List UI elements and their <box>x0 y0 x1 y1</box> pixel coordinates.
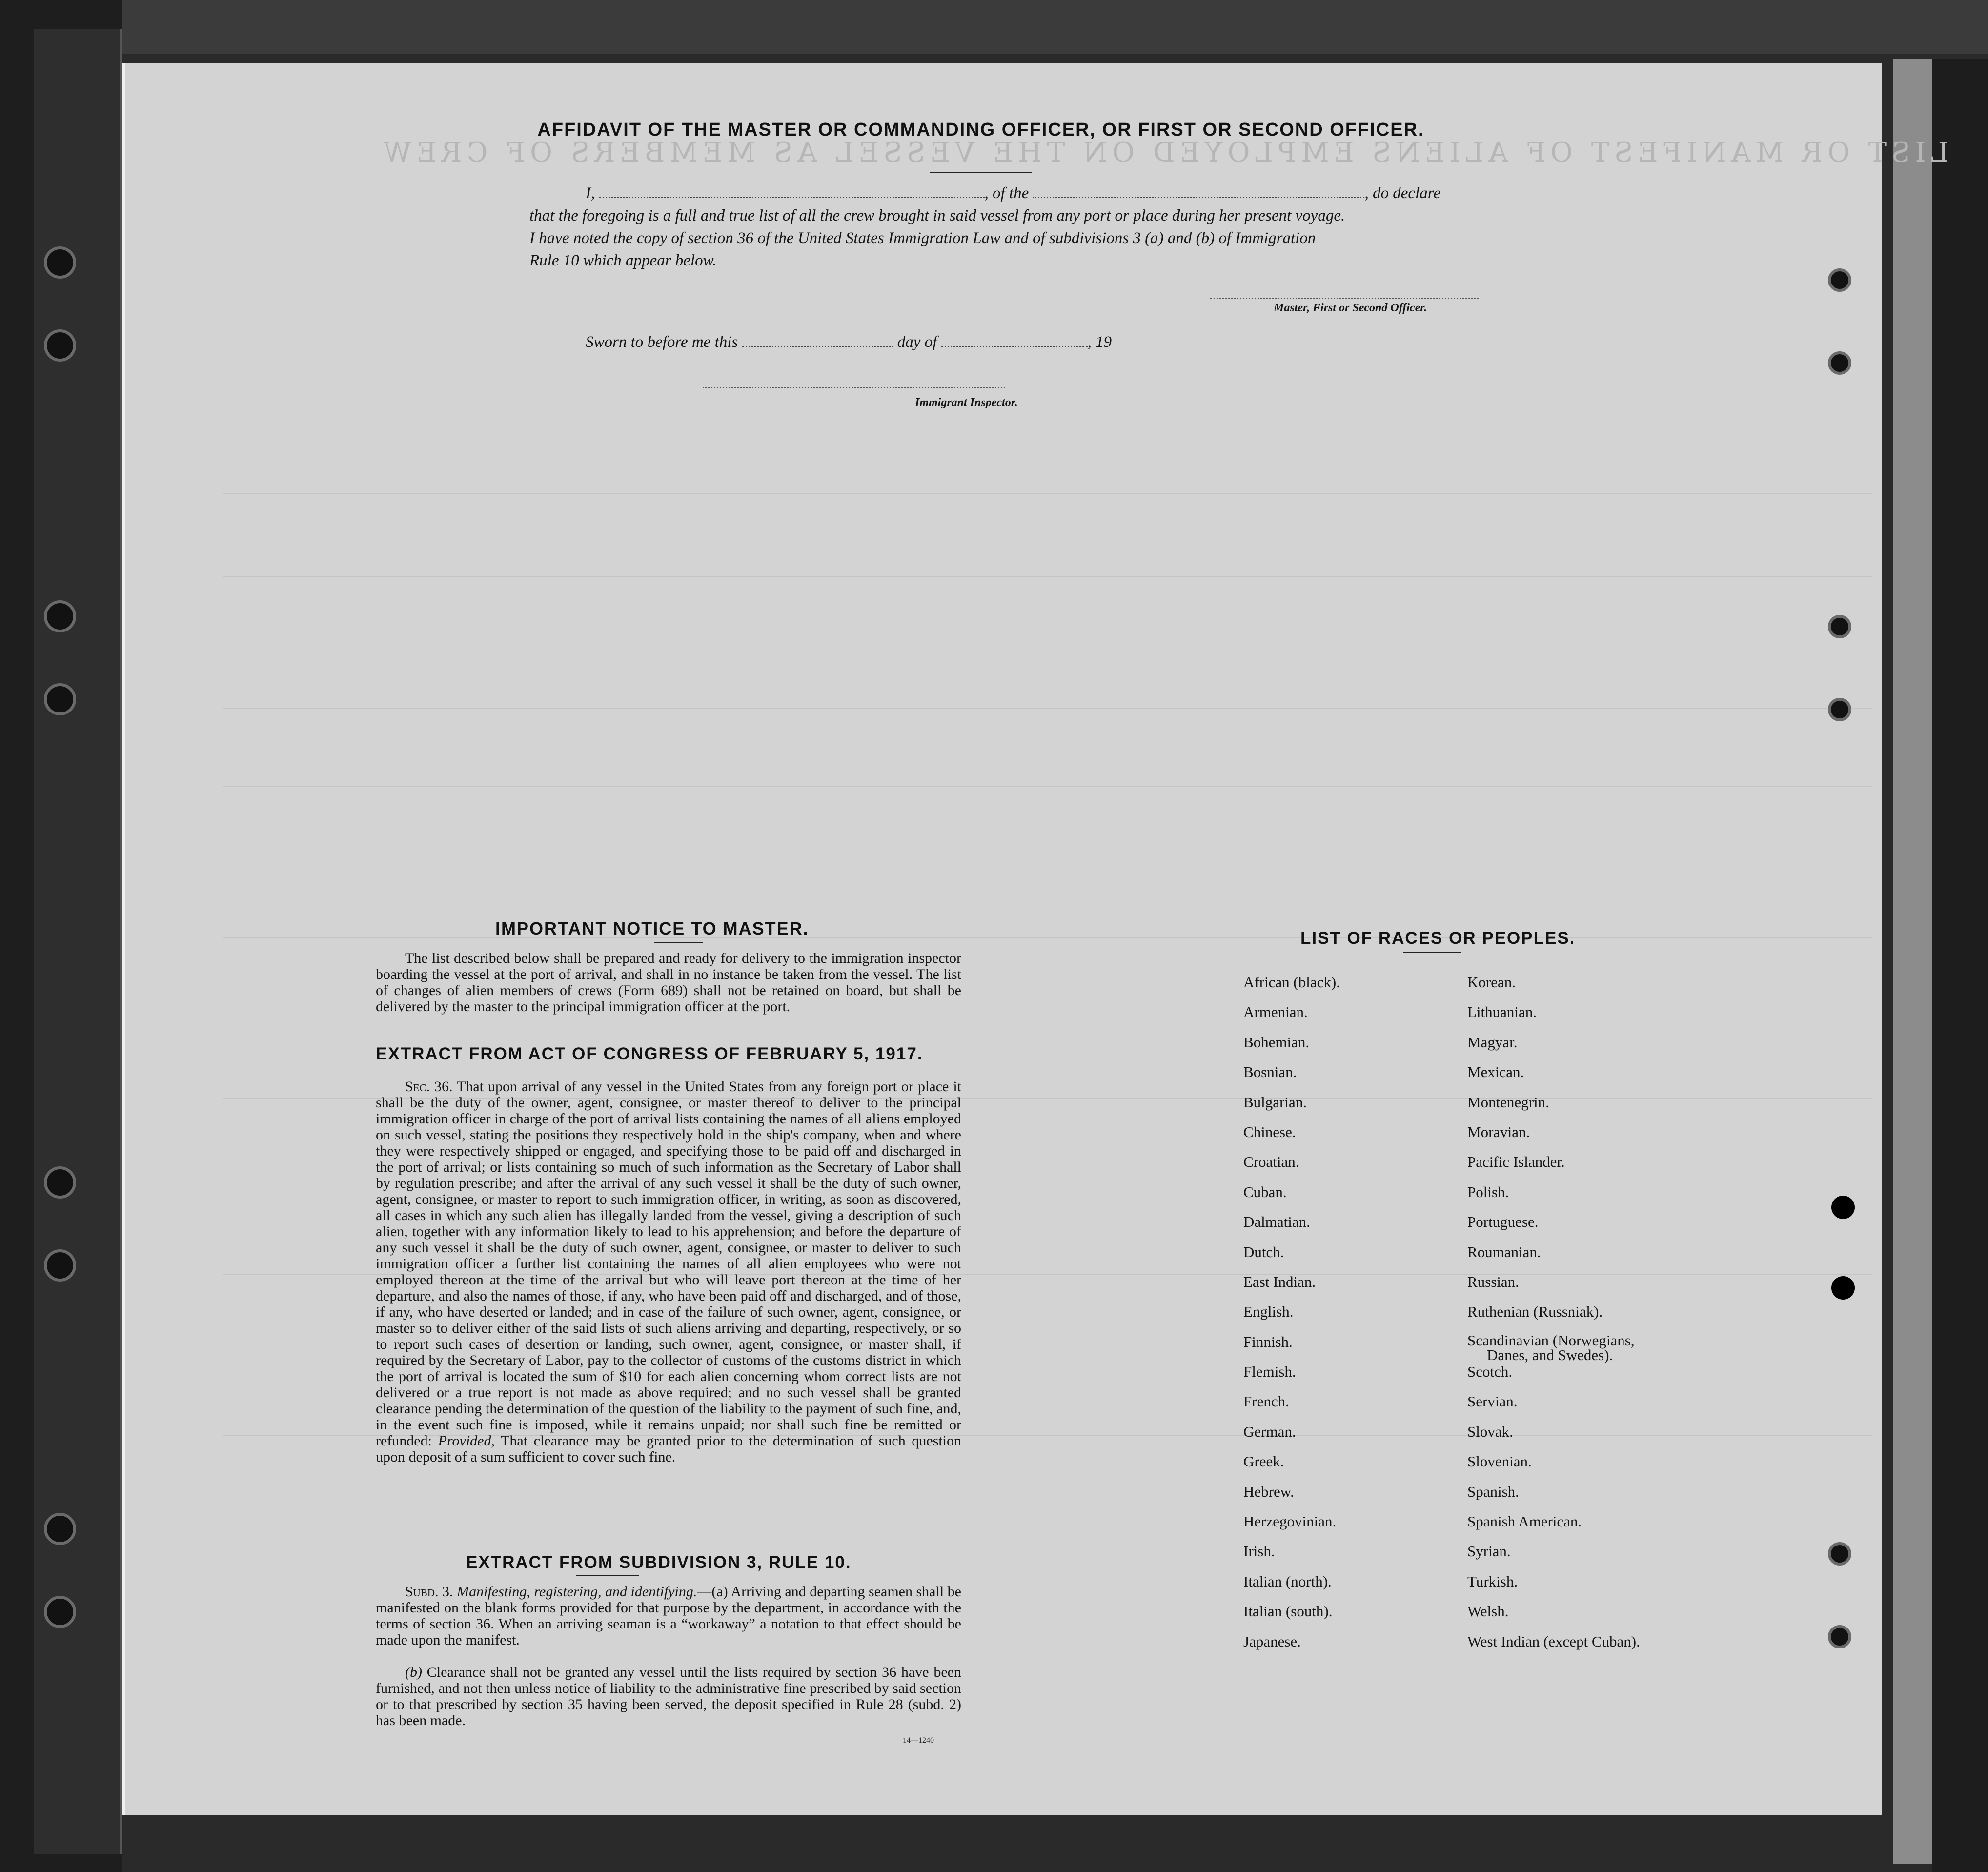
form-number: 14—1240 <box>903 1736 934 1745</box>
race-item: East Indian. <box>1243 1273 1316 1290</box>
bleed-through-title: LIST OR MANIFEST OF ALIENS EMPLOYED ON THE VESSEL AS MEMBERS OF CREW <box>379 137 1949 168</box>
section-label: Sec. 36. <box>405 1078 453 1095</box>
binder-hole <box>44 329 76 362</box>
punch-hole <box>1828 615 1851 638</box>
race-item: Spanish. <box>1467 1483 1519 1500</box>
race-item: Montenegrin. <box>1467 1093 1549 1111</box>
race-item: Russian. <box>1467 1273 1519 1290</box>
race-item: Dutch. <box>1243 1243 1284 1261</box>
punch-hole <box>1828 1542 1851 1566</box>
master-signature-field[interactable] <box>1210 297 1479 299</box>
race-item: Pacific Islander. <box>1467 1153 1565 1171</box>
race-item: Portuguese. <box>1467 1213 1539 1231</box>
race-item: Chinese. <box>1243 1123 1296 1140</box>
race-item: Bulgarian. <box>1243 1093 1307 1111</box>
notice-title: IMPORTANT NOTICE TO MASTER. <box>495 918 809 938</box>
race-item: Hebrew. <box>1243 1483 1294 1500</box>
sworn-month-field[interactable] <box>941 334 1088 347</box>
subd-label: Subd. 3. <box>405 1584 453 1600</box>
bleed-through-rule <box>223 708 1872 709</box>
race-item: Slovak. <box>1467 1423 1513 1440</box>
act-extract-title: EXTRACT FROM ACT OF CONGRESS OF FEBRUARY 5, 1917. <box>376 1044 923 1063</box>
subd-b-label: (b) <box>405 1664 422 1680</box>
affidavit-do-declare: , do declare <box>1364 184 1440 202</box>
inspector-signature-field[interactable] <box>703 386 1005 388</box>
affidavit-line-2: that the foregoing is a full and true list of all the crew brought in said vessel from any port or place during her present voyage. <box>529 207 1345 224</box>
race-item: Italian (north). <box>1243 1572 1332 1590</box>
proviso-word: Provided, <box>438 1433 495 1449</box>
race-item: Roumanian. <box>1467 1243 1541 1261</box>
race-item: Korean. <box>1467 974 1516 991</box>
race-item: Bohemian. <box>1243 1033 1310 1051</box>
races-title: LIST OF RACES OR PEOPLES. <box>1300 929 1576 948</box>
race-item-label-continued: Danes, and Swedes). <box>1487 1346 1613 1363</box>
race-item: Magyar. <box>1467 1033 1518 1051</box>
races-title-rule <box>1403 952 1461 953</box>
affidavit-of-the: , of the <box>984 184 1029 202</box>
race-item: English. <box>1243 1303 1294 1321</box>
bleed-through-rule <box>223 493 1872 494</box>
race-item: Slovenian. <box>1467 1453 1532 1470</box>
race-item: West Indian (except Cuban). <box>1467 1632 1640 1650</box>
race-item: Croatian. <box>1243 1153 1299 1171</box>
act-extract-text <box>376 1078 961 1465</box>
race-item: Flemish. <box>1243 1363 1296 1381</box>
binder-hole <box>44 1166 76 1199</box>
rule-extract-title: EXTRACT FROM SUBDIVISION 3, RULE 10. <box>466 1553 852 1572</box>
race-item: Lithuanian. <box>1467 1003 1537 1021</box>
punch-hole <box>1828 698 1851 721</box>
master-signature-caption: Master, First or Second Officer. <box>1274 302 1427 314</box>
bleed-through-rule <box>223 937 1872 938</box>
race-item: German. <box>1243 1423 1296 1440</box>
race-item: French. <box>1243 1393 1289 1410</box>
inspector-caption: Immigrant Inspector. <box>915 396 1018 409</box>
race-item: Bosnian. <box>1243 1063 1297 1081</box>
section-36-text: That upon arrival of any vessel in the United States from any foreign port or place it shall be the duty of the owner, agent, consignee, or master thereof to deliver to the principal immigration officer in charge of the port of arrival lists containing the names of all aliens employed on such vessel, stating the positions they respectively hold in the ship's company, when and where they were respectively shipped or engaged, and specifying those to be paid off and discharged in the port of arrival; or lists containing so much of such information as the Secretary of Labor shall by regulation prescribe; and after the arrival of any such vessel it shall be the duty of such owner, agent, consignee, or master to report to such immigration officer, in writing, as soon as discovered, all cases in which any such alien has illegally landed from the vessel, giving a description of such alien, together with any information likely to lead to his apprehension; and before the departure of any such vessel it shall be the duty of such owner, agent, consignee, or master to deliver to such immigration officer a further list containing the names of all alien employees who were not employed thereon at the time of the arrival but who will leave port thereon at the time of her departure, and also the names of those, if any, who have been paid off and discharged, and of those, if any, who have deserted or landed; and in case of the failure of such owner, agent, consignee, or master so to deliver either of the said lists of such aliens arriving and departing, respectively, or so to report such cases of desertion or landing, such owner, agent, consignee, or master shall, if required by the Secretary of Labor, pay to the collector of customs of the customs district in which the port of arrival is located the sum of $10 for each alien concerning whom correct lists are not delivered or a true report is not made as above required; and no such vessel shall be granted clearance pending the determination of the question of the liability to the payment of such fine, and, in the event such fine is imposed, while it remains unpaid; nor shall such fine be remitted or refunded: <box>376 1078 961 1449</box>
punch-hole <box>1828 351 1851 375</box>
races-left-column <box>1243 974 1340 1663</box>
affidavit-line-4: Rule 10 which appear below. <box>529 252 717 269</box>
rule-extract-text <box>376 1584 961 1648</box>
race-item: Turkish. <box>1467 1572 1518 1590</box>
race-item: Syrian. <box>1467 1543 1511 1560</box>
sworn-day-field[interactable] <box>742 334 893 347</box>
race-item: Herzegovinian. <box>1243 1513 1337 1530</box>
bleed-through-rule <box>223 576 1872 577</box>
title-rule <box>930 172 1032 173</box>
binder-hole <box>44 1596 76 1628</box>
race-item: Armenian. <box>1243 1003 1308 1021</box>
affidavit-declaration-line <box>586 184 1440 203</box>
race-item: Moravian. <box>1467 1123 1530 1140</box>
punch-hole <box>1831 1276 1855 1300</box>
sworn-text: Sworn to before me this <box>586 333 738 351</box>
race-item: Polish. <box>1467 1183 1509 1201</box>
race-item: Greek. <box>1243 1453 1284 1470</box>
subd-para-a: —(a) Arriving and departing seamen shall be manifested on the blank forms provided for that purpose by the department, in accordance with the terms of section 36. When an arriving seaman is a “workaway” a notation to that effect should be made upon the manifest. <box>376 1584 961 1648</box>
vessel-name-field[interactable] <box>1033 185 1364 198</box>
binder-hole <box>44 1249 76 1282</box>
rule-title-rule <box>576 1575 639 1576</box>
bleed-through-rule <box>223 786 1872 787</box>
race-item: Cuban. <box>1243 1183 1287 1201</box>
binder-hole <box>44 1513 76 1545</box>
binder-hole <box>44 683 76 715</box>
notice-title-rule <box>654 942 703 943</box>
punch-hole <box>1828 1625 1851 1648</box>
affidavit-line-3: I have noted the copy of section 36 of the United States Immigration Law and of subdivisions 3 (a) and (b) of Immigration <box>529 229 1316 247</box>
subd-heading: Manifesting, registering, and identifying. <box>457 1584 697 1600</box>
race-item: Japanese. <box>1243 1632 1301 1650</box>
race-item-label: Scandinavian (Norwegians, <box>1467 1331 1635 1349</box>
race-item: Spanish American. <box>1467 1513 1582 1530</box>
subd-para-b: Clearance shall not be granted any vessel until the lists required by section 36 have been furnished, and not then unless notice of liability to the administrative fine prescribed by said section or to that prescribed by section 35 having been served, the deposit specified in Rule 28 (subd. 2) has been made. <box>376 1664 961 1729</box>
sworn-year-prefix: , 19 <box>1087 333 1112 351</box>
affidavit-title: AFFIDAVIT OF THE MASTER OR COMMANDING OFFICER, OR FIRST OR SECOND OFFICER. <box>537 120 1424 140</box>
notice-text: The list described below shall be prepared and ready for delivery to the immigration inspector boarding the vessel at the port of arrival, and shall in no instance be taken from the vessel. The list of changes of alien members of crews (Form 689) shall not be retained on board, but shall be delivered by the master to the principal immigration officer at the port. <box>376 950 961 1015</box>
race-item <box>1467 1333 1697 1363</box>
binder-hole <box>44 600 76 632</box>
scan-frame-top <box>0 0 1988 54</box>
race-item: Finnish. <box>1243 1333 1293 1350</box>
race-item: Scotch. <box>1467 1363 1513 1381</box>
section-36-text-end: That clearance may be granted prior to the determination of such question upon deposit of a sum sufficient to cover such fine. <box>376 1433 962 1465</box>
race-item: Mexican. <box>1467 1063 1524 1081</box>
rule-extract-text-b <box>376 1664 961 1729</box>
race-item: Servian. <box>1467 1393 1518 1410</box>
race-item: Irish. <box>1243 1543 1275 1560</box>
race-item: Dalmatian. <box>1243 1213 1310 1231</box>
scan-frame-right <box>1932 59 1988 1872</box>
race-item: Italian (south). <box>1243 1603 1333 1620</box>
sworn-line <box>586 333 1112 351</box>
sworn-day-of: day of <box>897 333 937 351</box>
punch-hole <box>1831 1196 1855 1219</box>
race-item: Welsh. <box>1467 1603 1509 1620</box>
binder-strip <box>34 29 122 1854</box>
race-item: Ruthenian (Russniak). <box>1467 1303 1603 1321</box>
races-right-column <box>1467 974 1697 1663</box>
master-name-field[interactable] <box>599 185 985 198</box>
punch-hole <box>1828 268 1851 292</box>
race-item: African (black). <box>1243 974 1340 991</box>
binder-hole <box>44 246 76 279</box>
affidavit-i: I, <box>586 184 595 202</box>
